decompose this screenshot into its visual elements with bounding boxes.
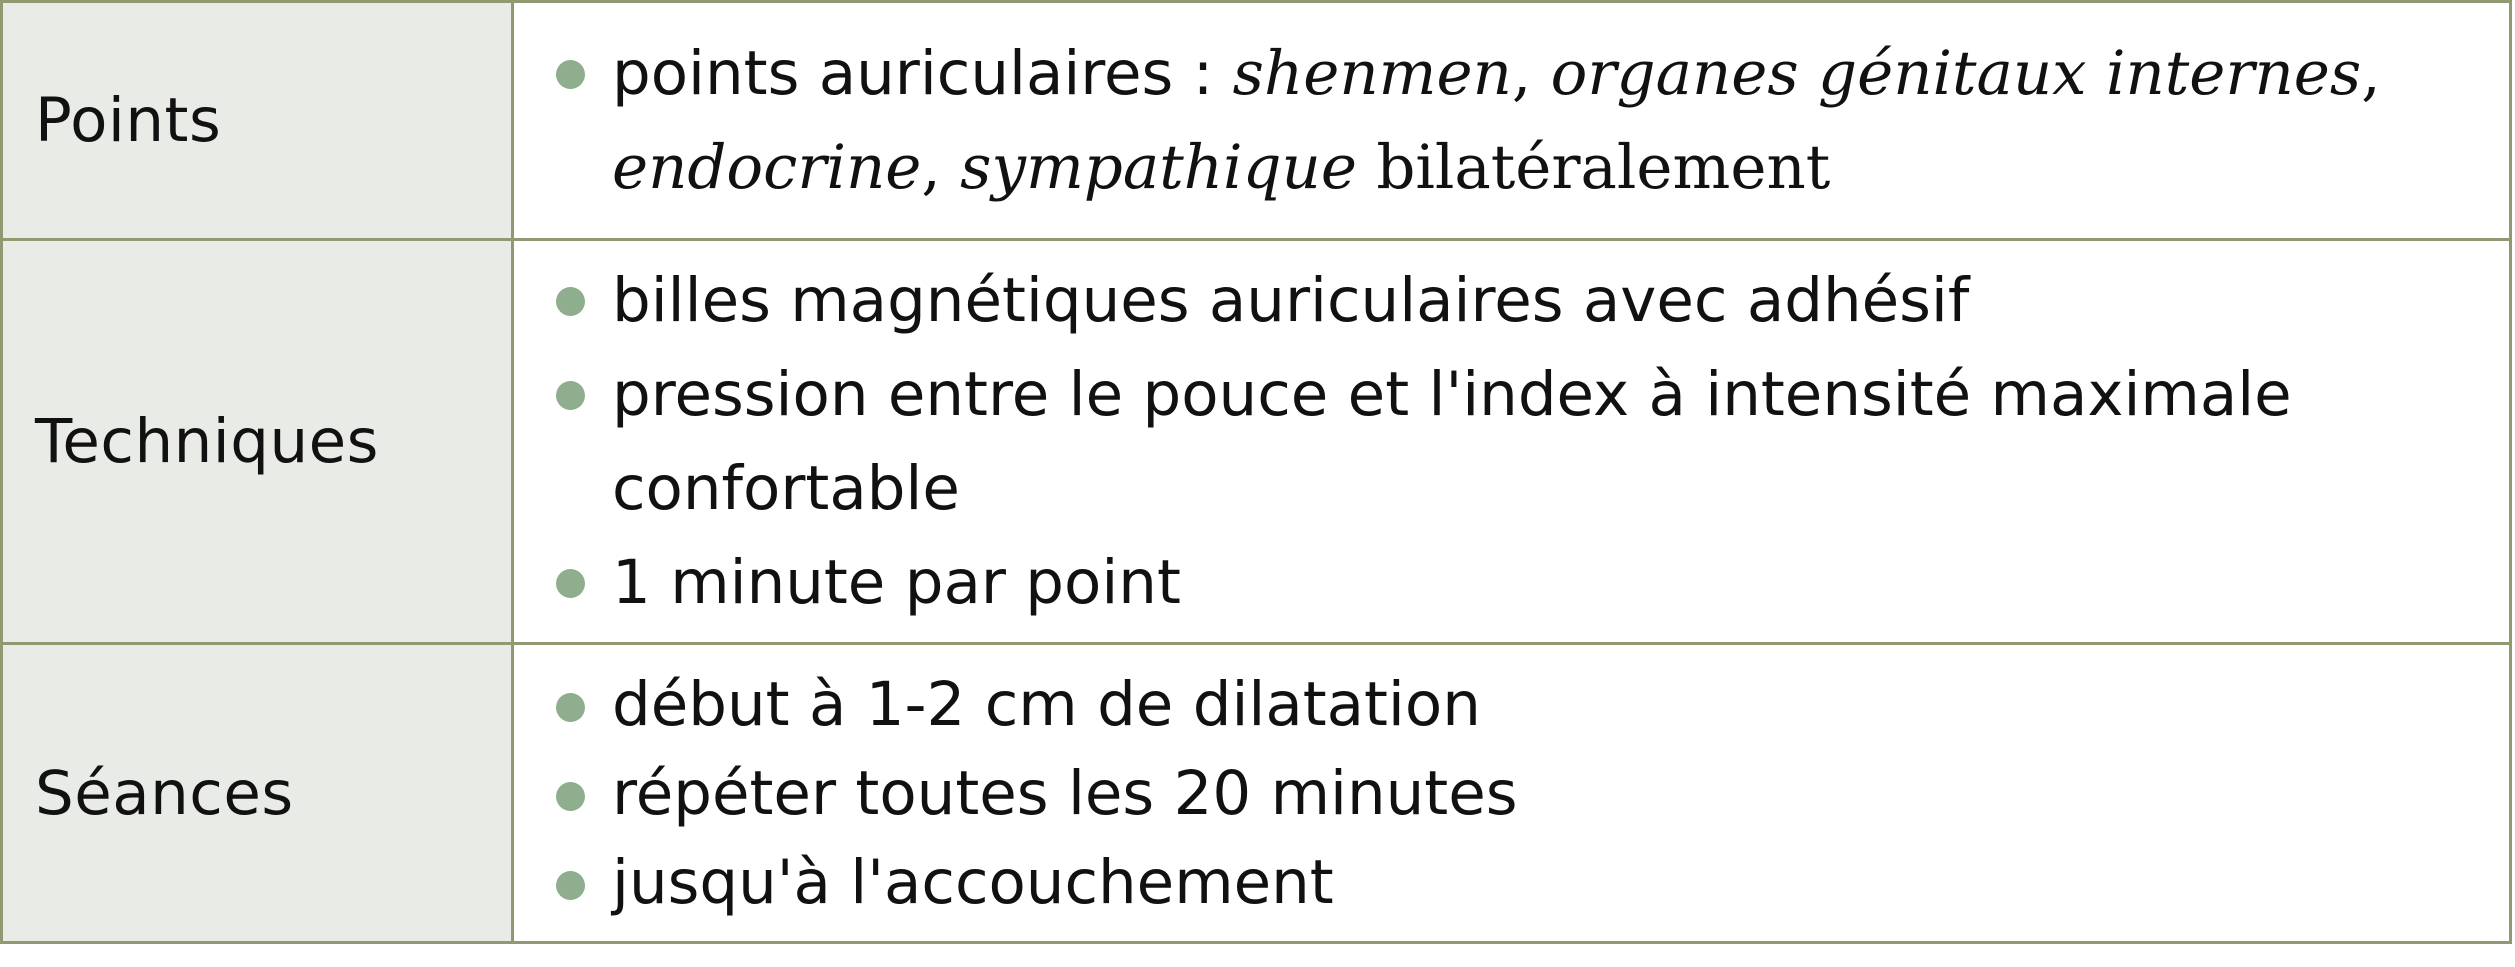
bullet-icon [556, 871, 585, 900]
list-item [514, 660, 2509, 749]
list-item [514, 254, 2509, 348]
points-suffix: bilatéralement [1356, 131, 1831, 203]
row-content-techniques [513, 240, 2511, 644]
bullet-icon [556, 381, 585, 410]
bullet-icon [556, 693, 585, 722]
row-label-points: Points [2, 2, 513, 240]
table-row-points [2, 2, 2511, 240]
table-row-techniques [2, 240, 2511, 644]
row-content-seances [513, 644, 2511, 943]
point-sympathique: sympathique [960, 131, 1357, 203]
list-item [514, 838, 2509, 927]
bullet-icon [556, 569, 585, 598]
item-text: répéter toutes les 20 minutes [612, 757, 1518, 829]
item-text: début à 1-2 cm de dilatation [612, 668, 1481, 740]
bullet-icon [556, 782, 585, 811]
separator: , [1511, 37, 1551, 109]
points-prefix: points auriculaires : [612, 37, 1233, 109]
item-text: billes magnétiques auriculaires avec adhésif [612, 264, 1970, 336]
points-list [514, 27, 2509, 215]
point-organes: organes génitaux internes [1550, 37, 2362, 109]
row-content-points [513, 2, 2511, 240]
point-shenmen: shenmen [1232, 37, 1512, 109]
item-text: 1 minute par point [612, 546, 1181, 618]
table-row-seances [2, 644, 2511, 943]
techniques-list [514, 254, 2509, 630]
item-text: pression entre le pouce et l'index à intensité maximale confortable [612, 358, 2292, 524]
list-item [514, 27, 2509, 215]
separator: , [921, 131, 961, 203]
separator: , [2361, 37, 2381, 109]
row-label-seances: Séances [2, 644, 513, 943]
row-label-techniques: Techniques [2, 240, 513, 644]
seances-list [514, 660, 2509, 927]
bullet-icon [556, 287, 585, 316]
point-endocrine: endocrine [612, 131, 922, 203]
list-item [514, 536, 2509, 630]
list-item [514, 749, 2509, 838]
item-text: jusqu'à l'accouchement [612, 846, 1334, 918]
list-item [514, 348, 2509, 536]
bullet-icon [556, 60, 585, 89]
